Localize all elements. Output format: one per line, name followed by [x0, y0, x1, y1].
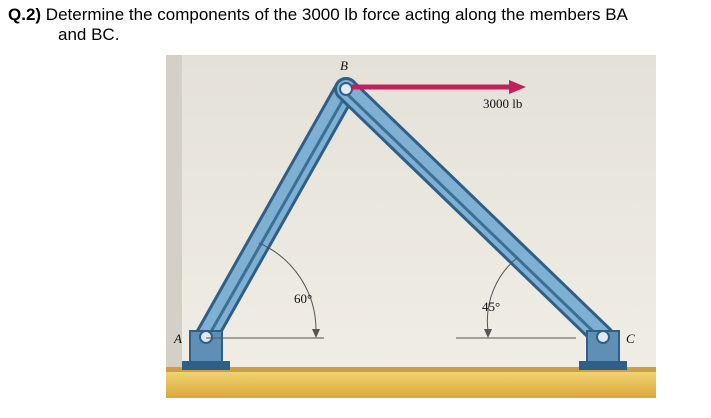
angle-label-right: 45° — [482, 299, 501, 314]
question-number: Q.2) — [8, 5, 42, 24]
force-label: 3000 lb — [483, 96, 523, 111]
question-line-2: and BC. — [58, 25, 120, 44]
photo-background — [166, 55, 656, 398]
angle-label-left: 60° — [294, 291, 313, 306]
truss-figure — [166, 55, 656, 398]
question-line-1 — [8, 5, 708, 25]
pin-b — [340, 83, 352, 95]
ground — [166, 370, 656, 398]
truss-diagram — [166, 55, 656, 398]
page-edge-shadow — [166, 55, 182, 398]
label-c: C — [626, 331, 635, 346]
question-text: Determine the components of the 3000 lb force acting along the members BA — [41, 5, 628, 24]
label-b: B — [340, 58, 348, 73]
pin-a — [200, 331, 212, 343]
pin-c — [597, 331, 609, 343]
label-a: A — [174, 331, 182, 346]
